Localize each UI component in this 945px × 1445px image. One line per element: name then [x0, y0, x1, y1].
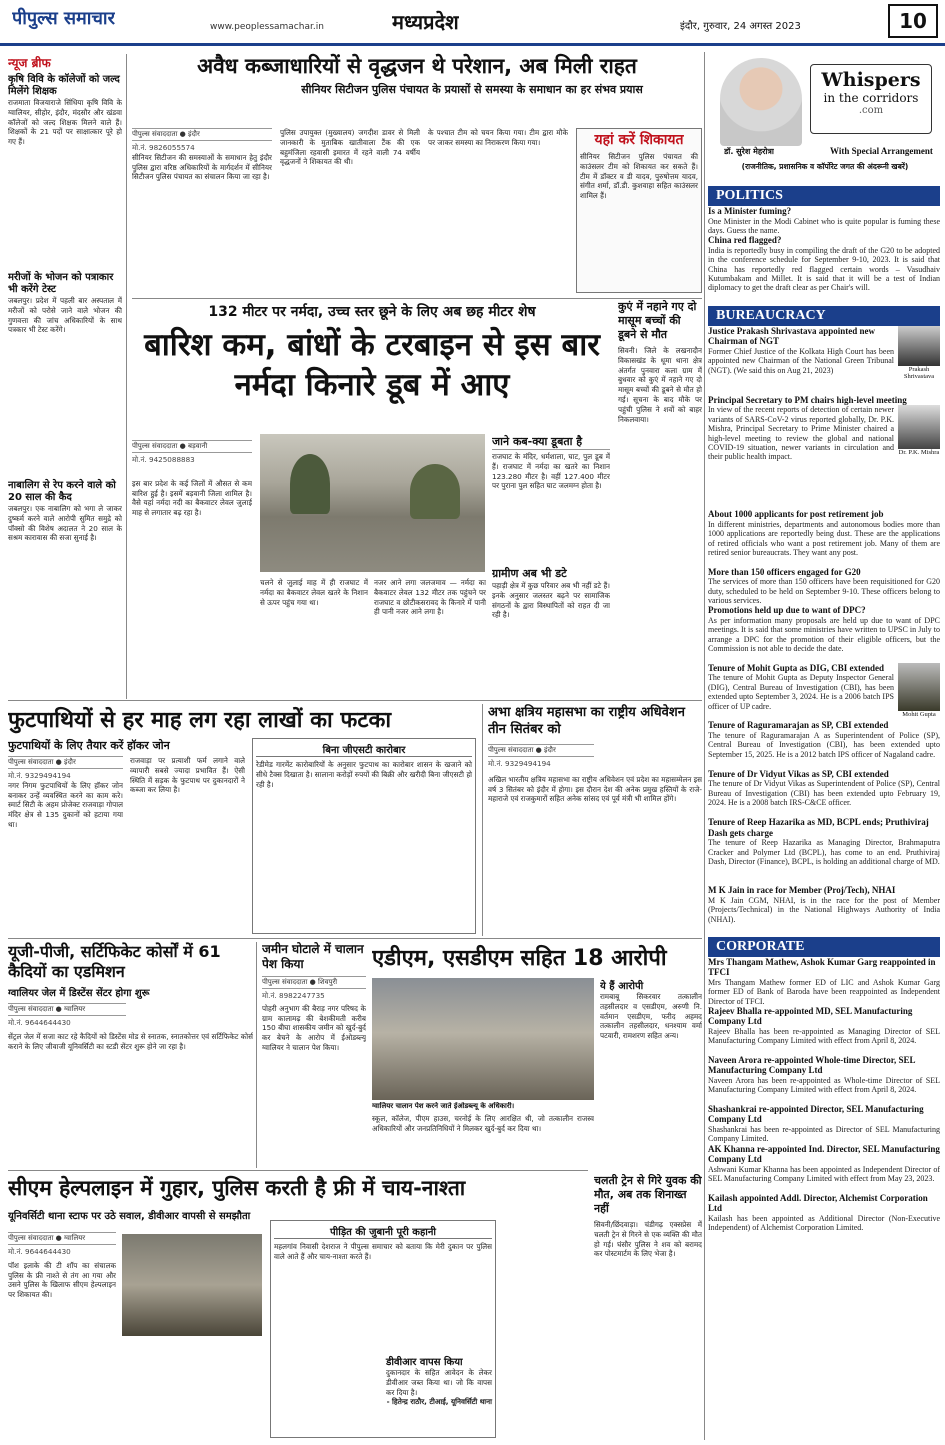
narmada-side-body: राजघाट के मंदिर, धर्मशाला, घाट, पुल डूब में हैं। राजघाट में नर्मदा का खतरे का निशान 123.280 मीटर है। वहीं 127.400 मीटर पर पुराना पुल सहित घाट जलमग्न होता है।	[492, 452, 610, 491]
train-headline: चलती ट्रेन से गिरे युवक की मौत, अब तक शिनाख्त नहीं	[594, 1174, 702, 1215]
kshatriya-byline: पीपुल्स संवाददाता ● इंदौर	[488, 744, 594, 757]
adm-caption: ग्वालियर चालान पेश करने जाते ईओडब्ल्यू के अधिकारी।	[372, 1102, 515, 1110]
mohit-photo-wrap	[898, 663, 940, 721]
bureaucracy-item-6-head: Tenure of Mohit Gupta as DIG, CBI extended	[708, 662, 885, 673]
corporate-item-3-head: Naveen Arora re-appointed Whole-time Director, SEL Manufacturing Company Ltd	[708, 1054, 915, 1076]
lead-subhead: सीनियर सिटीजन पुलिस पंचायत के प्रयासों से समस्या के समाधान का हर संभव प्रयास	[301, 83, 643, 96]
ngt-item	[708, 326, 940, 395]
victim-box-title: पीड़ित की जुबानी पूरी कहानी	[274, 1224, 492, 1239]
footpath-col-1	[8, 756, 123, 934]
bureaucracy-item-1-head: Justice Prakash Shrivastava appointed new Chairman of NGT	[708, 325, 876, 347]
prakash-photo	[898, 326, 940, 366]
lead-col-1	[132, 128, 272, 293]
adm-photo	[372, 978, 594, 1100]
politics-item-1-head: Is a Minister fuming?	[708, 206, 792, 216]
lead-col-2: पुलिस उपायुक्त (मुख्यालय) जगदीश डावर से मिली जानकारी के मुताबिक खातीवाला टैंक की एक बहुमंजिला रहवासी इमारत में रहने वाली 74 वर्षीय वृद्धजनों ने शिकायत की थी।	[280, 128, 420, 167]
prakash-photo-wrap	[898, 326, 940, 395]
bureaucracy-item-10-body: M K Jain CGM, NHAI, is in the race for the post of Member (Projects/Technical) in the National Highways Authority of India (NHAI).	[708, 895, 940, 924]
dvr-body: दुकानदार के सहित आवेदन के लेकर डीवीआर जब्त किया था। जो कि वापस कर दिया है।	[386, 1368, 492, 1397]
drown-body: सिवनी। जिले के लखनादौन विकासखंड के धूमा थाना क्षेत्र अंतर्गत पुनवारा कला ग्राम में बुधवार को कुएं में नहाने गए दो मासूम बच्चों की डूबने से मौत हो गई। सूचना के बाद मौके पर पहुंची पुलिस ने शवों को बाहर निकलवाया।	[618, 346, 702, 424]
bureaucracy-item-8-body: The tenure of Dr Vidyut Vikas as Superintendent of Police (SP), Central Bureau of Investigation (CBI) has been extended upto February 19, 2024. He is a 2008 batch IRS-C&CE officer.	[708, 779, 940, 808]
cm-byline: पीपुल्स संवाददाता ● ग्वालियर	[8, 1232, 116, 1245]
land-body: पोहरी अनुभाग की बैराड़ नगर परिषद के ग्राम कालामढ़ की बेशकीमती करीब 150 बीघा शासकीय जमीन को खुर्द-बुर्द कर बेचने के आरोप में ईओडब्ल्यू ग्वालियर ने चालान पेश किया।	[262, 1003, 366, 1052]
narmada-col-2: चलने से जुलाई माह में ही राजघाट में नर्मदा का बैकवाटर लेवल खतरे के निशान से ऊपर पहुंच गया था।	[260, 578, 368, 607]
right-column	[708, 186, 940, 1438]
bureaucracy-item-7-head: Tenure of Raguramarajan as SP, CBI extended	[708, 720, 889, 731]
complaint-box-title: यहां करें शिकायत	[594, 132, 684, 148]
divider	[8, 938, 702, 939]
lead-byline: पीपुल्स संवाददाता ● इंदौर	[132, 128, 272, 141]
whispers-logo	[810, 64, 932, 134]
lead-headline: अवैध कब्जाधारियों से वृद्धजन थे परेशान, अब मिली राहत	[197, 54, 637, 78]
author-name: डॉ. सुरेश मेहरोत्रा	[724, 147, 774, 156]
ug-byline: पीपुल्स संवाददाता ● ग्वालियर	[8, 1003, 126, 1016]
divider	[482, 704, 483, 936]
adm-story	[372, 942, 702, 1168]
lead-mobile: मो.नं. 9826055574	[132, 143, 195, 152]
bureaucracy-item-2-body: In view of the recent reports of detection of certain newer variants of SARS-CoV-2 virus reported globally, Dr. P.K. Mishra, Principal Secretary to Prime Minister chaired a high-level meeting to review the global and national COVID-19 situation, newer variants in circulation and their public health impact.	[708, 405, 894, 462]
divider	[256, 942, 257, 1168]
news-brief-title: न्यूज ब्रीफ	[8, 56, 51, 70]
mohit-item	[708, 663, 940, 721]
narmada-col-3: नजर आने लगा जलजमाव — नर्मदा का बैकवाटर लेवल 132 मीटर तक पहुंचने पर राजघाट व छोटीकसरावद के किनारे में पानी ही पानी नजर आने लगा है।	[374, 578, 486, 617]
ug-headline: यूजी-पीजी, सर्टिफिकेट कोर्सों में 61 कैदियों का एडमिशन	[8, 942, 221, 981]
masthead	[0, 0, 945, 46]
corporate-item-6-head: Kailash appointed Addl. Director, Alchemist Corporation Ltd	[708, 1192, 928, 1214]
politics-item-2-head: China red flagged?	[708, 235, 782, 246]
bureaucracy-item-1-body: Former Chief Justice of the Kolkata High Court has been appointed new Chairman of the National Green Tribunal (NGT). (We said this on Aug 21, 2023)	[708, 346, 894, 375]
lead-col1-text: सीनियर सिटीजन की समस्याओं के समाधान हेतु इंदौर पुलिस द्वारा वरिष्ठ अधिकारियों के मार्गदर्शन में सीनियर सिटीजन पुलिस पंचायत का संचालन किया जा रहा है।	[132, 152, 272, 182]
bureaucracy-item-5-body: As per information many proposals are held up due to want of DPC meetings. It is said that some ministries have written to UPSC in July to arrange a DPC for the promotion of their eligible officers, but the Commission is not able to decide the date.	[708, 615, 940, 654]
narmada-mobile: मो.नं. 9425088883	[132, 455, 195, 464]
brief-2-head: मरीजों के भोजन को पत्राकार भी करेंगे टेस्ट	[8, 272, 114, 295]
land-story	[262, 942, 366, 1168]
brief-3-head: नाबालिग से रेप करने वाले को 20 साल की कैद	[8, 480, 116, 503]
cm-story	[8, 1174, 588, 1440]
newspaper-logo: पीपुल्स समाचार	[12, 8, 115, 29]
politics-item-1-body: One Minister in the Modi Cabinet who is quite popular is fuming these days. Guess the name.	[708, 216, 940, 235]
adm-body: स्कूल, कॉलेज, पीएम हाउस, चरनोई के लिए आरक्षित थी, जो तत्कालीन राजस्व अधिकारियों और जनप्रतिनिधियों ने मिलकर खुर्द-बुर्द कर दिया था।	[372, 1114, 594, 1133]
drown-headline: कुएं में नहाने गए दो मासूम बच्चों की डूबने से मौत	[618, 300, 697, 341]
whispers-tagline: (राजनीतिक, प्रशासनिक व कॉर्पोरेट जगत की अंदरूनी खबरें)	[741, 162, 909, 171]
cm-photo	[122, 1234, 262, 1336]
train-story	[594, 1174, 702, 1440]
corporate-item-6-body: Kailash has been appointed as Additional Director (Non-Executive Independent) of Alchemist Corporation Limited.	[708, 1213, 940, 1233]
footpath-col1-text: नगर निगम फुटपाथियों के लिए हॉकर जोन बनाकर उन्हें व्यवस्थित करने का काम करे। स्मार्ट सिटी के अहम प्रोजेक्ट राजवाड़ा गोपाल मंदिर क्षेत्र से 135 दुकानों को हटाया गया था।	[8, 780, 123, 829]
bureaucracy-item-3-head: About 1000 applicants for post retirement job	[708, 509, 884, 520]
mishra-photo-wrap	[898, 405, 940, 509]
gst-box-body: रेडीमेड गारमेंट कारोबारियों के अनुसार फुटपाथ का कारोबार शासन के खजाने को सीधे टैक्स दिखाता है। सालाना करोड़ों रुपयों की बिक्री और खरीदी बिना जीएसटी हो रही है।	[256, 760, 472, 789]
land-mobile: मो.नं. 8982247735	[262, 991, 325, 1000]
train-body: सिवनी/छिंदवाड़ा। चंडीगढ़ एक्सप्रेस में चलती ट्रेन से गिरने से एक व्यक्ति की मौत हो गई। घंसौर पुलिस ने शव को बरामद कर पोस्टमार्टम के लिए भेजा है।	[594, 1220, 702, 1259]
corporate-item-3-body: Naveen Arora has been re-appointed as Whole-time Director of SEL Manufacturing Company Limited with effect from April 8, 2024.	[708, 1075, 940, 1095]
kshatriya-body: अखिल भारतीय क्षत्रिय महासभा का राष्ट्रीय अधिवेशन एवं प्रदेश का महासम्मेलन इस वर्ष 3 सितंबर को इंदौर में होगा। इस दौरान देश की अनेक प्रमुख हस्तियों के राजे-महाराजे एवं राजकुमारों सहित अनेक सांसद एवं पूर्व मंत्री भी शामिल होंगे।	[488, 774, 702, 804]
bureaucracy-item-9-body: The tenure of Reep Hazarika as Managing Director, Brahmaputra Cracker and Polymer Ltd (BCPL), has come to an end. Pruthiviraj Dash, Director (Finance), BCPL, is holding an additional charge of MD.	[708, 838, 940, 867]
footpath-col-2: राजवाड़ा पर प्रत्याशी फर्म लगाने वाले व्यापारी सबसे ज्यादा प्रभावित हैं। ऐसी स्थिति में सड़क के फुटपाथ पर दुकानदारों ने कब्जा कर लिया है।	[130, 756, 245, 795]
tree-shape	[410, 464, 460, 519]
narmada-sidebar	[492, 434, 610, 696]
gst-box-title: बिना जीएसटी कारोबार	[256, 742, 472, 757]
complaint-box-body: सीनियर सिटीजन पुलिस पंचायत की काउंसलर टीम को शिकायत कर सकते हैं। टीम में डॉक्टर व डी यादव, पुरुषोत्तम यादव, संगीत शर्मा, डॉ.डी. कुशवाहा सहित काउंसलर शामिल हैं।	[580, 152, 698, 201]
narmada-headline: बारिश कम, बांधों के टरबाइन से इस बार नर्मदा किनारे डूब में आए	[144, 327, 600, 403]
bureaucracy-item-3-body: In different ministries, departments and autonomous bodies more than 1000 applications are reportedly being dust. These are the applications of retired officials who want a post retirement job. Many of them are retired senior bureaucrats. They want any post.	[708, 519, 940, 558]
author-photo	[720, 58, 802, 146]
section-bureaucracy: BUREAUCRACY	[708, 306, 940, 326]
dvr-head: डीवीआर वापस किया	[386, 1357, 463, 1368]
section-politics: POLITICS	[708, 186, 940, 206]
ug-body: सेंट्रल जेल में सजा काट रहे कैदियों को डिस्टेंस मोड से स्नातक, स्नातकोत्तर एवं सर्टिफिकेट कोर्स कराने के लिए जीवाजी यूनिवर्सिटी का स्टडी सेंटर शुरू होने जा रहा है।	[8, 1031, 253, 1051]
narmada-story	[132, 300, 612, 700]
cm-mobile: मो.नं. 9644644430	[8, 1247, 71, 1256]
narmada-photo	[260, 434, 485, 572]
land-byline: पीपुल्स संवाददाता ● शिवपुरी	[262, 976, 366, 989]
brief-1-body: राजमाता विजयाराजे सिंधिया कृषि विवि के ग्वालियर, सीहोर, इंदौर, मंदसौर और खंडवा कॉलेजों को जल्द शिक्षक मिलने वाले हैं। शिक्षकों के 21 पदों पर साक्षात्कार पूरे हो गए हैं।	[8, 98, 122, 147]
kshatriya-mobile: मो.नं. 9329494194	[488, 759, 551, 768]
bureaucracy-item-2-head: Principal Secretary to PM chairs high-level meeting	[708, 394, 907, 405]
corporate-item-4-body: Shashankrai has been re-appointed as Director of SEL Manufacturing Company Limited.	[708, 1124, 940, 1144]
cm-body: पॉश इलाके की टी शॉप का संचालक पुलिस के फ्री नाश्ते से तंग आ गया और उसने पुलिस के खिलाफ सीएम हेल्पलाइन पर शिकायत की।	[8, 1260, 116, 1300]
ug-story	[8, 942, 253, 1168]
bureaucracy-item-7-body: The tenure of Raguramarajan A as Superintendent of Police (SP), Central Bureau of Investigation (CBI), has been extended upto September 15, 2025. He is a 2012 batch IPS officer of Nagaland cadre.	[708, 730, 940, 759]
narmada-col-1	[132, 440, 252, 695]
narmada-side-head-2: ग्रामीण अब भी डटे	[492, 567, 567, 580]
land-headline: जमीन घोटाले में चालान पेश किया	[262, 942, 364, 971]
section-title: मध्यप्रदेश	[392, 10, 459, 34]
kshatriya-headline: अभा क्षत्रिय महासभा का राष्ट्रीय अधिवेशन तीन सितंबर को	[488, 705, 685, 737]
corporate-item-4-head: Shashankrai re-appointed Director, SEL Manufacturing Company Ltd	[708, 1103, 924, 1125]
footpath-story	[8, 704, 478, 936]
divider	[8, 1170, 588, 1171]
corporate-item-2-head: Rajeev Bhalla re-appointed MD, SEL Manufacturing Company Ltd	[708, 1005, 913, 1027]
bureaucracy-item-5-head: Promotions held up due to want of DPC?	[708, 605, 866, 616]
narmada-side-head: जाने कब-क्या डूबता है	[492, 434, 610, 450]
footpath-headline: फुटपाथियों से हर माह लग रहा लाखों का फटका	[8, 708, 392, 733]
brief-2-body: जबलपुर। प्रदेश में पहली बार अस्पताल में मरीजों को परोसे जाने वाले भोजन की गुणवत्ता की जांच अधिकारियों के साथ पत्रकार भी टेस्ट करेंगे।	[8, 296, 122, 335]
complaint-box	[576, 128, 702, 293]
bureaucracy-item-4-head: More than 150 officers engaged for G20	[708, 566, 861, 577]
mishra-caption: Dr. P.K. Mishra	[898, 449, 940, 457]
mishra-item	[708, 405, 940, 509]
ti-signature: - हितेन्द्र राठौर, टीआई, यूनिवर्सिटी थाना	[386, 1397, 492, 1407]
divider	[132, 298, 702, 299]
lead-story	[132, 52, 702, 297]
section-corporate: CORPORATE	[708, 937, 940, 957]
divider	[8, 700, 702, 701]
corporate-item-2-body: Rajeev Bhalla has been re-appointed as Managing Director of SEL Manufacturing Company Limited with effect from April 8, 2024.	[708, 1026, 940, 1046]
ug-subhead: ग्वालियर जेल में डिस्टेंस सेंटर होगा शुरू	[8, 988, 150, 999]
narmada-side-body-2: पहाड़ी क्षेत्र में कुछ परिवार अब भी नहीं डटे हैं। इनके अनुसार जलस्तर बढ़ने पर सामाजिक संगठनों के द्वारा विस्थापितों को राहत दी जा रही है।	[492, 581, 610, 620]
corporate-item-5-body: Ashwani Kumar Khanna has been appointed as Independent Director of SEL Manufacturing Company Limited with effect from May 23, 2023.	[708, 1164, 940, 1184]
bureaucracy-item-9-head: Tenure of Reep Hazarika as MD, BCPL ends; Pruthiviraj Dash gets charge	[708, 817, 929, 838]
gst-box	[252, 738, 476, 934]
adm-side-body: रामबाबू सिकरवार तत्कालीन तहसीलदार व एसडीएम, अरुणी नि. वर्तमान एसडीएम, फरीद अहमद तत्कालीन तहसीलदार, धनश्याम वर्मा पटवारी, रामशरण सहित अन्य।	[600, 992, 702, 1041]
footpath-mobile: मो.नं. 9329494194	[8, 771, 71, 780]
kshatriya-story	[488, 704, 702, 936]
adm-sidebar	[600, 978, 702, 1166]
corporate-item-1-body: Mrs Thangam Mathew former ED of LIC and Ashok Kumar Garg former ED of Bank of Baroda have been reappointed as Independent Director of TFCI.	[708, 977, 940, 1006]
column-divider	[126, 54, 127, 699]
bureaucracy-item-10-head: M K Jain in race for Member (Proj/Tech), NHAI	[708, 885, 896, 896]
cm-col-1	[8, 1232, 116, 1440]
lead-photo-spacer	[132, 100, 242, 114]
whispers-logo-com: .com	[858, 105, 884, 116]
page-number: 10	[888, 4, 938, 38]
footpath-byline: पीपुल्स संवाददाता ● इंदौर	[8, 756, 123, 769]
narmada-byline: पीपुल्स संवाददाता ● बड़वानी	[132, 440, 252, 453]
right-column-divider	[704, 52, 705, 1440]
mohit-caption: Mohit Gupta	[902, 710, 936, 718]
cm-subhead: यूनिवर्सिटी थाना स्टाफ पर उठे सवाल, डीवीआर वापसी से समझौता	[8, 1211, 251, 1222]
news-brief-column	[8, 54, 122, 699]
prakash-caption: Prakash Shrivastava	[903, 365, 935, 380]
website-url[interactable]: www.peoplessamachar.in	[210, 22, 324, 32]
footpath-subhead: फुटपाथियों के लिए तैयार करें हॉकर जोन	[8, 739, 170, 752]
cm-headline: सीएम हेल्पलाइन में गुहार, पुलिस करती है फ्री में चाय-नाश्ता	[8, 1176, 466, 1200]
bureaucracy-item-4-body: The services of more than 150 officers have been requisitioned for G20 duty, scheduled to be held on September 9-10. These officers belong to various services.	[708, 577, 940, 606]
brief-3-body: जबलपुर। एक नाबालिग को भगा ले जाकर दुष्कर्म करने वाले आरोपी सुमित समुद्रे को पॉक्सो की विशेष अदालत ने 20 साल के सश्रम कारावास की सजा सुनाई है।	[8, 504, 122, 543]
whispers-logo-line1: Whispers	[821, 69, 921, 91]
narmada-kicker: 132 मीटर पर नर्मदा, उच्च स्तर छूने के लिए अब छह मीटर शेष	[208, 304, 536, 320]
brief-1-head: कृषि विवि के कॉलेजों को जल्द मिलेंगे शिक्षक	[8, 74, 120, 97]
narmada-col1-text: इस बार प्रदेश के कई जिलों में औसत से कम बारिश हुई है। इसमें बड़वानी जिला शामिल है। वैसे यहां नर्मदा नदी का बैकवाटर लेवल जुलाई माह से लगातार बढ़ रहा है।	[132, 478, 252, 518]
adm-side-head: ये हैं आरोपी	[600, 981, 644, 992]
tree-shape	[290, 454, 330, 514]
mohit-photo	[898, 663, 940, 711]
bureaucracy-item-8-head: Tenure of Dr Vidyut Vikas as SP, CBI extended	[708, 768, 889, 779]
ug-mobile: मो.नं. 9644644430	[8, 1018, 71, 1027]
bureaucracy-item-6-body: The tenure of Mohit Gupta as Deputy Inspector General (DIG), Central Bureau of Investigation (CBI), has been extended upto September 3, 2024. He is a 2006 batch IPS officer of UP cadre.	[708, 673, 894, 711]
corporate-item-5-head: AK Khanna re-appointed Ind. Director, SEL Manufacturing Company Ltd	[708, 1143, 940, 1165]
edition-date: इंदौर, गुरुवार, 24 अगस्त 2023	[680, 21, 801, 32]
victim-box	[270, 1220, 496, 1438]
victim-box-body: महलगांव निवासी देशराज ने पीपुल्स समाचार को बताया कि मेरी दुकान पर पुलिस वाले आते हैं और चाय-नाश्ता करते हैं।	[274, 1242, 492, 1261]
adm-headline: एडीएम, एसडीएम सहित 18 आरोपी	[372, 946, 667, 971]
lead-col-3: के पश्चात टीम को चयन किया गया। टीम द्वारा मौके पर जाकर समस्या का निराकरण किया गया।	[428, 128, 568, 147]
mishra-photo	[898, 405, 940, 449]
politics-item-2-body: India is reportedly busy in compiling the draft of the G20 to be adopted in the conference schedule for September 9-10, 2023. It is said that China has reportedly red flagged certain words – Vasudhaiv Kutumbakam and Millet. It is said that it will be a test of Indian diplomacy to get the draft clear as per Chair's will.	[708, 245, 940, 293]
whispers-header	[708, 56, 940, 184]
special-arrangement: With Special Arrangement	[830, 146, 933, 156]
whispers-logo-line2: in the corridors	[823, 91, 919, 105]
corporate-item-1-head: Mrs Thangam Mathew, Ashok Kumar Garg reappointed in TFCI	[708, 956, 936, 978]
drown-story	[618, 300, 702, 700]
